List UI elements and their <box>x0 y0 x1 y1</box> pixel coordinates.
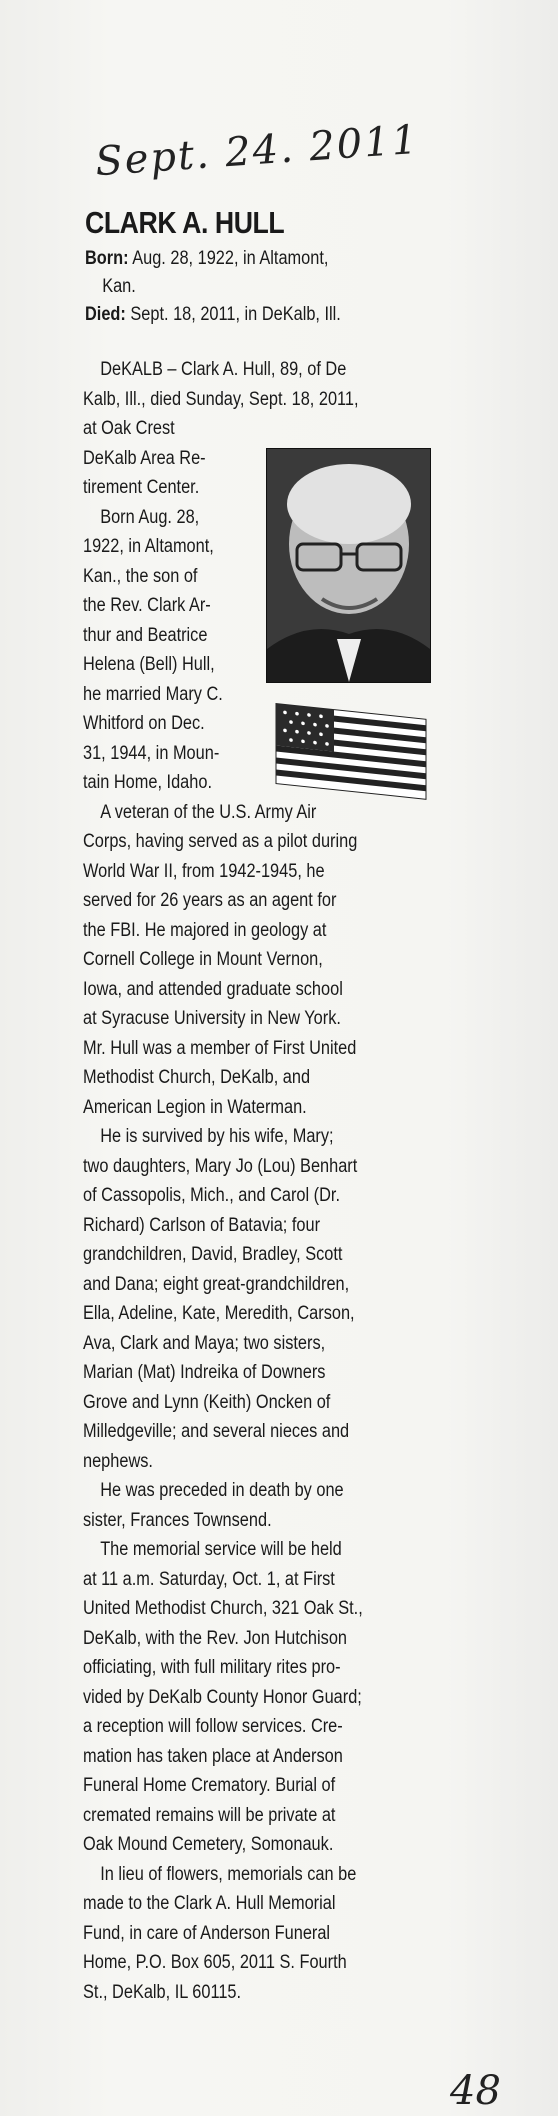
american-flag-icon <box>271 698 431 803</box>
body-line: Funeral Home Crematory. Burial of <box>83 1775 336 1796</box>
body-line: Cornell College in Mount Vernon, <box>83 949 323 970</box>
body-line: at 11 a.m. Saturday, Oct. 1, at First <box>83 1568 335 1590</box>
body-line: Whitford on Dec. <box>83 713 205 734</box>
born-line <box>85 245 429 273</box>
body-line: Iowa, and attended graduate school <box>83 978 343 1000</box>
body-line: thur and Beatrice <box>83 624 208 646</box>
body-line: cremated remains will be private at <box>83 1804 336 1826</box>
body-line: DeKALB – Clark A. Hull, 89, of De <box>100 359 347 380</box>
body-line: the FBI. He majored in geology at <box>83 919 327 941</box>
body-line: American Legion in Waterman. <box>83 1096 307 1118</box>
body-line: sister, Frances Townsend. <box>83 1509 272 1531</box>
body-line: officiating, with full military rites pro- <box>83 1657 341 1678</box>
body-line: Born Aug. 28, <box>100 506 200 528</box>
born-value: Aug. 28, 1922, in Altamont, <box>132 248 329 269</box>
body-line: Milledgeville; and several nieces and <box>83 1421 350 1442</box>
body-line: at Syracuse University in New York. <box>83 1008 341 1029</box>
body-line: Grove and Lynn (Keith) Oncken of <box>83 1391 331 1413</box>
body-line: Home, P.O. Box 605, 2011 S. Fourth <box>83 1952 347 1973</box>
body-line: Kalb, Ill., died Sunday, Sept. 18, 2011, <box>83 388 359 410</box>
body-line: DeKalb, with the Rev. Jon Hutchison <box>83 1627 347 1649</box>
body-line: A veteran of the U.S. Army Air <box>100 801 317 823</box>
body-line: The memorial service will be held <box>100 1539 342 1560</box>
body-line: Methodist Church, DeKalb, and <box>83 1067 311 1088</box>
body-line: a reception will follow services. Cre- <box>83 1716 343 1737</box>
body-line: Kan., the son of <box>83 565 198 587</box>
body-line: Marian (Mat) Indreika of Downers <box>83 1362 326 1383</box>
body-line: Ava, Clark and Maya; two sisters, <box>83 1332 326 1354</box>
body-line: Oak Mound Cemetery, Somonauk. <box>83 1834 334 1855</box>
body-line: Helena (Bell) Hull, <box>83 654 215 675</box>
body-line: mation has taken place at Anderson <box>83 1745 343 1767</box>
body-line: tain Home, Idaho. <box>83 772 212 793</box>
died-value: Sept. 18, 2011, in DeKalb, Ill. <box>130 304 341 325</box>
body-line: two daughters, Mary Jo (Lou) Benhart <box>83 1155 358 1177</box>
body-line: DeKalb Area Re- <box>83 447 206 469</box>
body-line: vided by DeKalb County Honor Guard; <box>83 1686 362 1708</box>
body-line: he married Mary C. <box>83 683 223 705</box>
body-line: at Oak Crest <box>83 418 175 439</box>
body-line: made to the Clark A. Hull Memorial <box>83 1893 336 1914</box>
body-line: In lieu of flowers, memorials can be <box>100 1863 357 1885</box>
body-line: World War II, from 1942-1945, he <box>83 860 325 882</box>
body-line: tirement Center. <box>83 477 200 498</box>
handwritten-date: Sept. 24. 2011 <box>93 116 421 186</box>
body-line: 31, 1944, in Moun- <box>83 742 220 764</box>
deceased-name: CLARK A. HULL <box>85 205 285 240</box>
body-line: 1922, in Altamont, <box>83 536 214 557</box>
body-line: grandchildren, David, Bradley, Scott <box>83 1244 343 1265</box>
body-line: served for 26 years as an agent for <box>83 890 337 911</box>
born-label: Born: <box>85 248 129 269</box>
body-line: the Rev. Clark Ar- <box>83 595 211 616</box>
handwritten-page-number: 48 <box>450 2068 501 2114</box>
body-line: of Cassopolis, Mich., and Carol (Dr. <box>83 1185 341 1206</box>
body-line: Mr. Hull was a member of First United <box>83 1037 357 1059</box>
body-line: St., DeKalb, IL 60115. <box>83 1981 242 2003</box>
body-line: Richard) Carlson of Batavia; four <box>83 1214 321 1236</box>
died-label: Died: <box>85 304 126 325</box>
body-line: and Dana; eight great-grandchildren, <box>83 1273 350 1295</box>
body-line: United Methodist Church, 321 Oak St., <box>83 1598 363 1619</box>
body-line: nephews. <box>83 1450 153 1472</box>
died-line <box>85 301 429 329</box>
body-line: Ella, Adeline, Kate, Meredith, Carson, <box>83 1303 355 1324</box>
body-line: Fund, in care of Anderson Funeral <box>83 1922 331 1944</box>
body-line: Corps, having served as a pilot during <box>83 831 358 852</box>
body-line: He is survived by his wife, Mary; <box>100 1126 334 1147</box>
portrait-photo <box>266 448 431 683</box>
obituary-header <box>83 205 428 329</box>
born-line-2: Kan. <box>102 276 136 297</box>
body-line: He was preceded in death by one <box>100 1480 344 1501</box>
